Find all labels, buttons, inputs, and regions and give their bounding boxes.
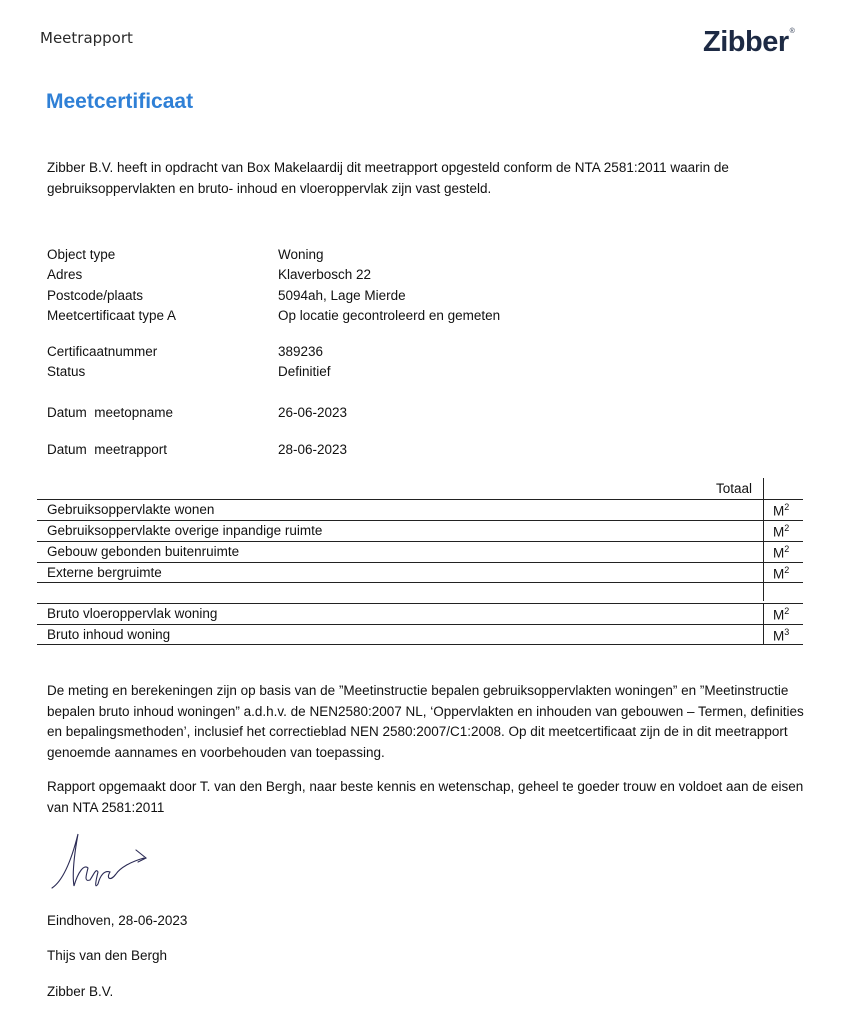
row-unit: $M^2$ bbox=[773, 523, 790, 540]
logo-text: Zibber bbox=[703, 26, 789, 58]
table-rule bbox=[37, 624, 803, 625]
row-unit: $M^3$ bbox=[773, 627, 790, 644]
detail-label: Certificaatnummer bbox=[47, 344, 158, 359]
row-unit: $M^2$ bbox=[773, 565, 790, 582]
row-unit: $M^2$ bbox=[773, 606, 790, 623]
detail-value: Op locatie gecontroleerd en gemeten bbox=[278, 308, 501, 323]
closing-name: Thijs van den Bergh bbox=[47, 948, 168, 963]
table-rule bbox=[37, 603, 803, 604]
page-title: Meetcertificaat bbox=[46, 90, 194, 113]
row-unit: $M^2$ bbox=[773, 502, 790, 519]
row-label: Bruto inhoud woning bbox=[47, 627, 171, 642]
row-label: Externe bergruimte bbox=[47, 565, 162, 580]
detail-label: Meetcertificaat type A bbox=[47, 308, 177, 323]
table-rule bbox=[37, 541, 803, 542]
header-label: Meetrapport bbox=[40, 29, 133, 47]
table-rule bbox=[37, 499, 803, 500]
detail-label: Status bbox=[47, 364, 86, 379]
detail-value: Definitief bbox=[278, 364, 331, 379]
table-rule bbox=[37, 520, 803, 521]
row-label: Gebruiksoppervlakte overige inpandige ruimte bbox=[47, 523, 323, 538]
detail-value: 28-06-2023 bbox=[278, 442, 348, 457]
detail-label: Adres bbox=[47, 267, 83, 282]
row-label: Bruto vloeroppervlak woning bbox=[47, 606, 218, 621]
row-unit: $M^2$ bbox=[773, 544, 790, 561]
detail-label: Datum meetrapport bbox=[47, 442, 168, 457]
detail-value: 389236 bbox=[278, 344, 324, 359]
detail-label: Object type bbox=[47, 247, 116, 262]
total-header: Totaal bbox=[716, 481, 753, 496]
intro-paragraph: Zibber B.V. heeft in opdracht van Box Makelaardij dit meetrapport opgesteld conform de NTA 2581:2011 waarin de gebruiksoppervlakten en bruto- inhoud en vloeroppervlak zijn vast gesteld. bbox=[47, 160, 729, 196]
closing-company: Zibber B.V. bbox=[47, 984, 114, 999]
table-rule bbox=[37, 562, 803, 563]
row-label: Gebruiksoppervlakte wonen bbox=[47, 502, 215, 517]
zibber-logo: Zibber® bbox=[703, 26, 795, 58]
signature bbox=[44, 828, 164, 904]
table-rule bbox=[37, 644, 803, 645]
table-rule bbox=[37, 582, 803, 583]
detail-value: Klaverbosch 22 bbox=[278, 267, 372, 282]
detail-label: Postcode/plaats bbox=[47, 288, 144, 303]
row-label: Gebouw gebonden buitenruimte bbox=[47, 544, 240, 559]
detail-value: Woning bbox=[278, 247, 324, 262]
detail-value: 26-06-2023 bbox=[278, 405, 348, 420]
detail-value: 5094ah, Lage Mierde bbox=[278, 288, 406, 303]
methodology-paragraph: De meting en berekeningen zijn op basis van de ”Meetinstructie bepalen gebruiksoppervlakten woningen” en ”Meetinstructie bepalen bruto inhoud woningen” a.d.h.v. de NEN2580:2007 NL, ‘Oppervlakten en inhouden van gebouwen – Termen, definities en bepalingsmethoden’, inclusief het correctieblad NEN 2580:2007/C1:2008. Op dit meetcertificaat zijn de in dit meetrapport genoemde aannames en voorbehouden van toepassing. bbox=[47, 683, 804, 760]
detail-label: Datum meetopname bbox=[47, 405, 174, 420]
author-paragraph: Rapport opgemaakt door T. van den Bergh, naar beste kennis en wetenschap, geheel te goeder trouw en voldoet aan de eisen van NTA 2581:2011 bbox=[47, 779, 804, 815]
closing-place-date: Eindhoven, 28-06-2023 bbox=[47, 913, 188, 928]
